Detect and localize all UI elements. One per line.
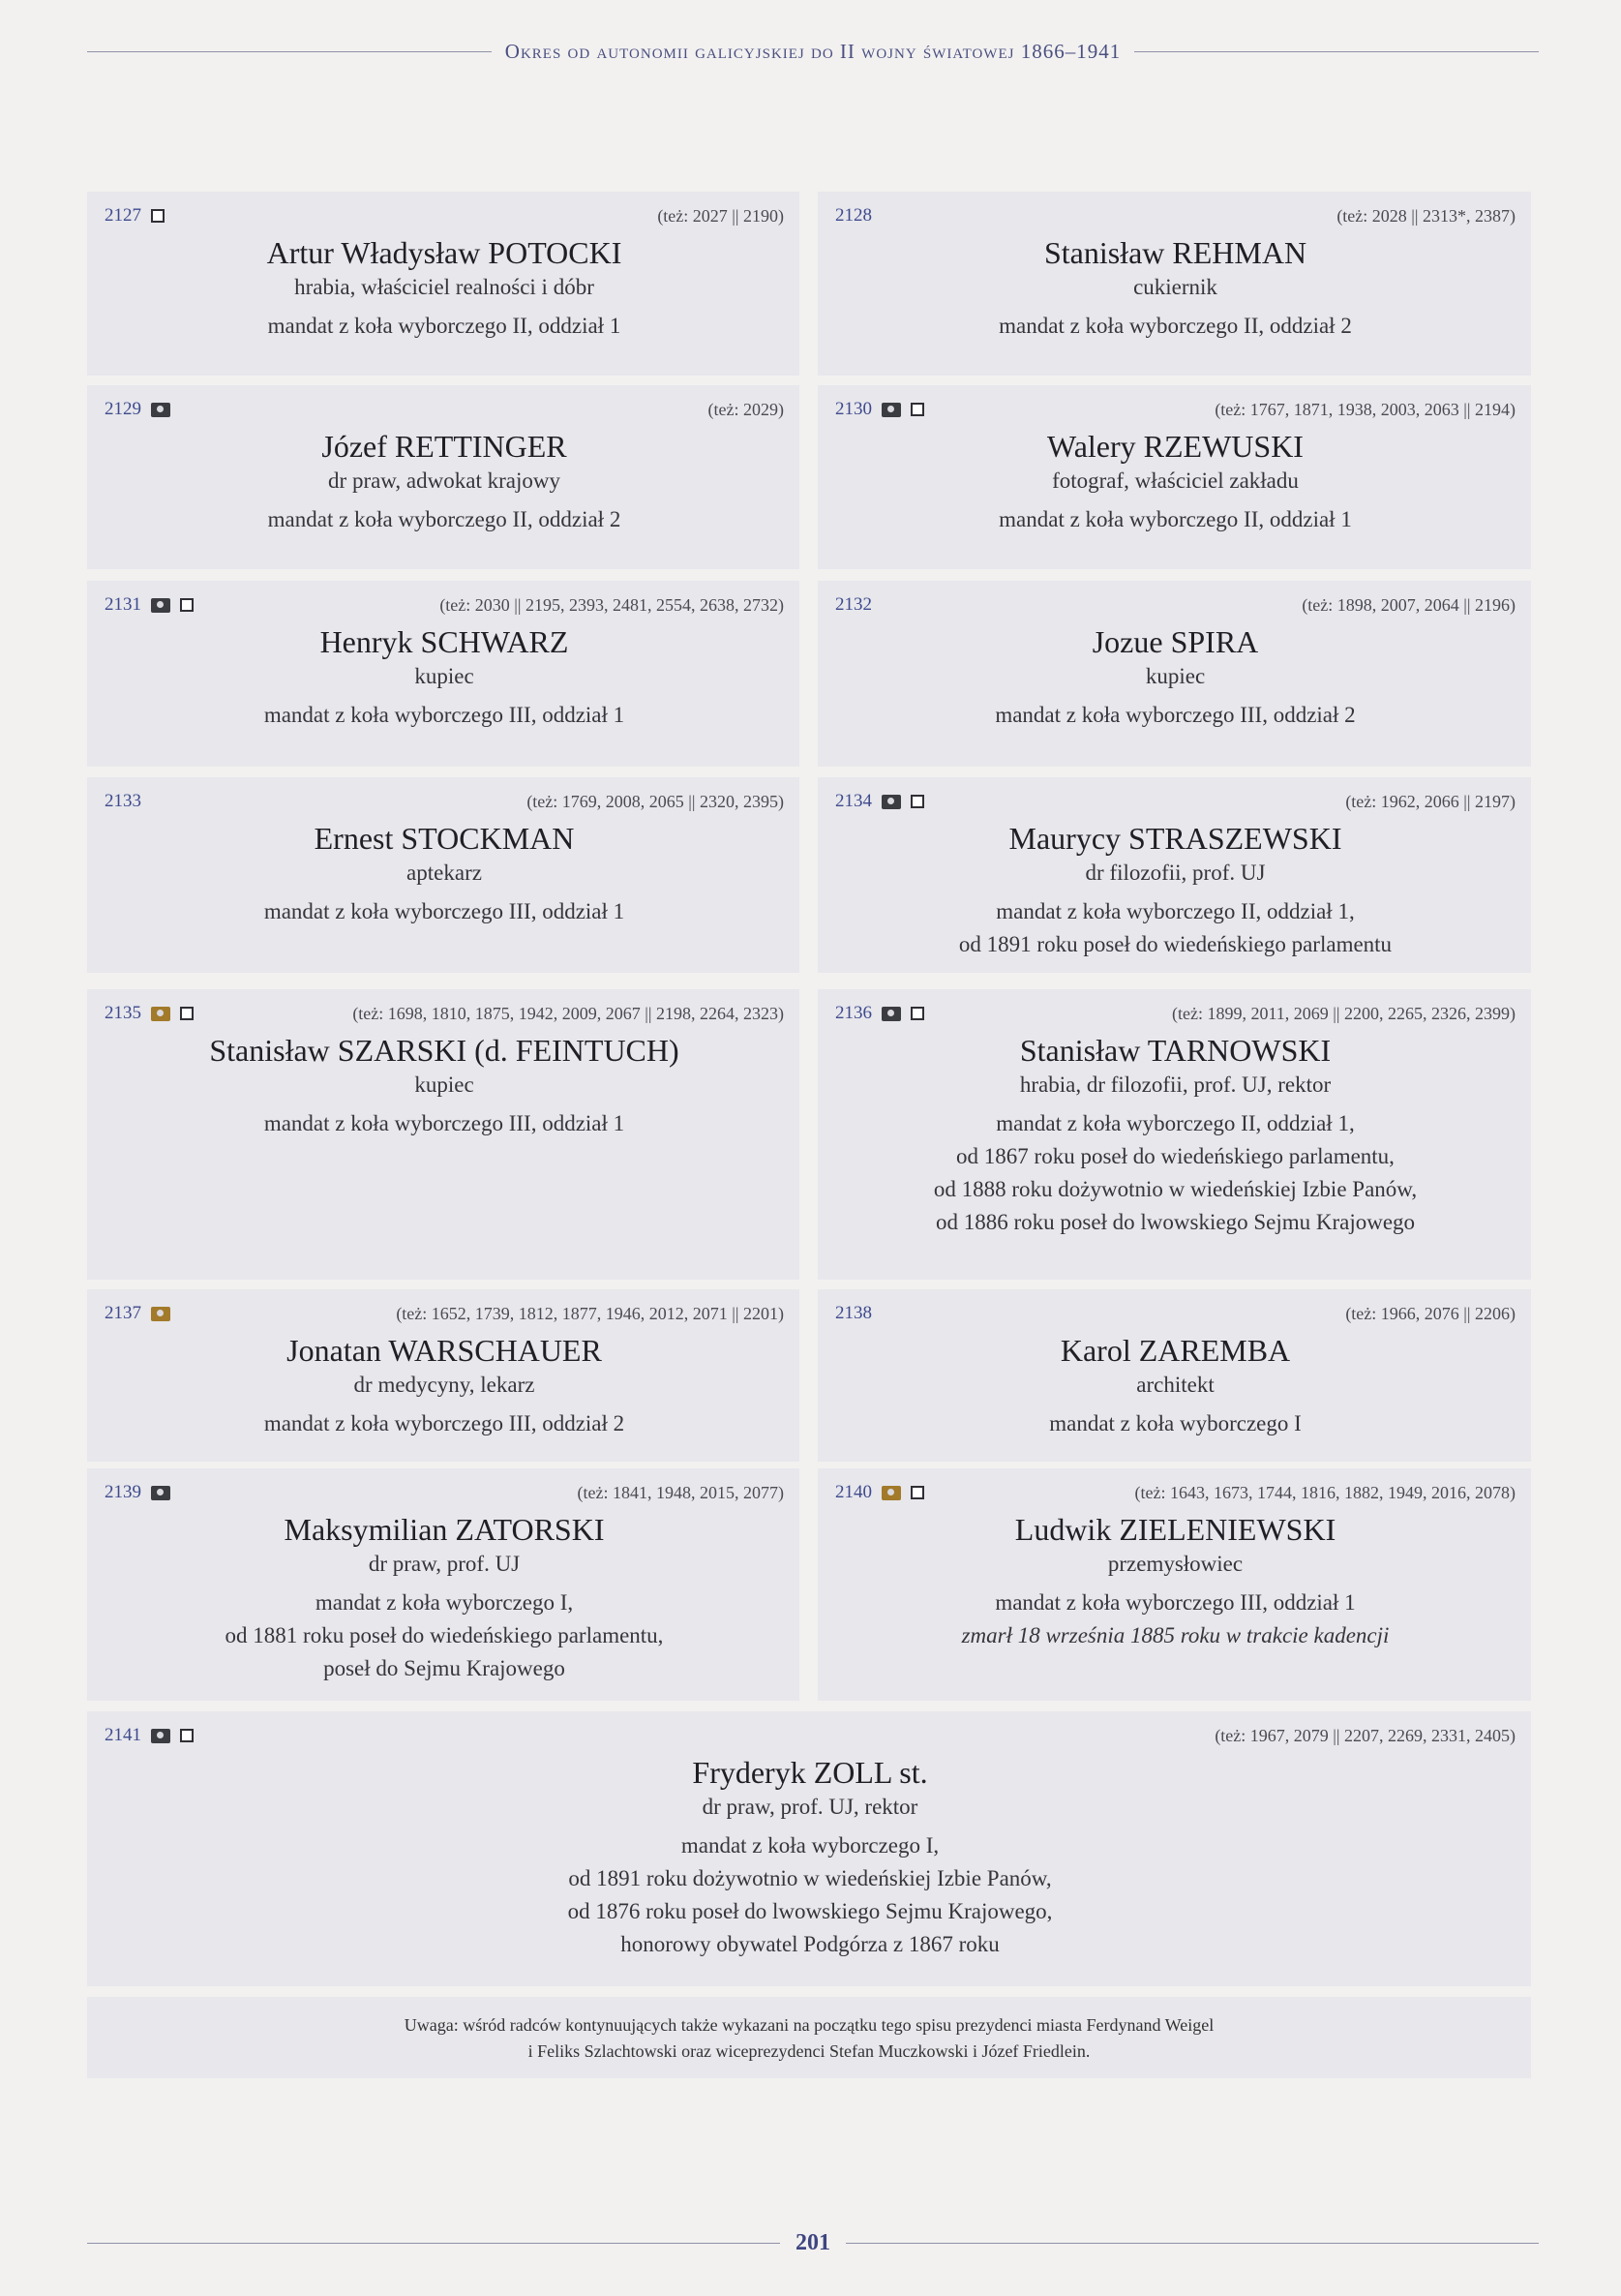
entry-top-row [105, 1301, 784, 1326]
entry-number-group [835, 592, 872, 618]
entry-refs: (też: 1967, 2079 || 2207, 2269, 2331, 2405) [1215, 1726, 1516, 1745]
entry-number: 2136 [835, 1003, 872, 1023]
entry-mandate-line: od 1888 roku dożywotnio w wiedeńskiej Izbie Panów, [933, 1177, 1418, 1201]
entry-number: 2129 [105, 399, 141, 419]
entry-number: 2128 [835, 205, 872, 226]
note-box [87, 1997, 1531, 2078]
entry-card-2132 [818, 581, 1531, 767]
camera-icon [151, 1729, 170, 1743]
entry-refs: (też: 1769, 2008, 2065 || 2320, 2395) [526, 792, 784, 811]
entry-refs: (też: 2028 || 2313*, 2387) [1336, 206, 1516, 226]
entry-mandate-line: mandat z koła wyborczego I [1049, 1411, 1302, 1435]
square-icon [911, 1486, 924, 1499]
entry-card-2130 [818, 385, 1531, 569]
page-number: 201 [795, 2229, 830, 2255]
entry-occupation: przemysłowiec [1107, 1552, 1244, 1576]
entry-card-2140 [818, 1468, 1531, 1701]
header-rule-right [1134, 51, 1539, 52]
camera-icon [882, 1007, 901, 1021]
entry-card-2135 [87, 989, 799, 1280]
entry-mandate-line: od 1891 roku dożywotnio w wiedeńskiej Izbie Panów, [568, 1866, 1052, 1890]
entry-top-row [105, 1480, 784, 1505]
entry-mandate-line: mandat z koła wyborczego III, oddział 1 [263, 899, 625, 923]
running-header [87, 37, 1539, 66]
entry-top-row [105, 592, 784, 618]
entry-mandate-line: mandat z koła wyborczego III, oddział 1 [995, 1590, 1356, 1615]
entry-name: Maurycy STRASZEWSKI [1008, 821, 1342, 856]
camera-icon [151, 403, 170, 417]
entry-top-row [105, 203, 784, 228]
entry-card-2131 [87, 581, 799, 767]
entry-card-2137 [87, 1289, 799, 1462]
entry-name: Karol ZAREMBA [1060, 1333, 1291, 1368]
entry-top-row [835, 203, 1516, 228]
entry-refs: (też: 1652, 1739, 1812, 1877, 1946, 2012, 2071 || 2201) [396, 1304, 784, 1323]
entry-name: Fryderyk ZOLL st. [692, 1755, 928, 1790]
entry-mandate-line: od 1891 roku poseł do wiedeńskiego parlamentu [958, 932, 1393, 956]
entry-number-group [105, 397, 170, 422]
entry-refs: (też: 2029) [707, 400, 784, 419]
entry-number: 2135 [105, 1003, 141, 1023]
entry-top-row [835, 1301, 1516, 1326]
entry-number-group [835, 789, 924, 814]
entry-mandate-line: mandat z koła wyborczego II, oddział 1, [996, 899, 1355, 923]
entry-name: Artur Władysław POTOCKI [266, 235, 622, 270]
camera-icon [151, 598, 170, 613]
entry-number-group [105, 1480, 170, 1505]
entry-occupation: hrabia, właściciel realności i dóbr [294, 275, 594, 299]
entry-name: Maksymilian ZATORSKI [284, 1512, 605, 1547]
square-icon [180, 1729, 194, 1742]
entry-occupation: aptekarz [406, 861, 482, 885]
entry-number: 2131 [105, 594, 141, 615]
entry-number: 2138 [835, 1303, 872, 1323]
entry-mandate-line: od 1867 roku poseł do wiedeńskiego parlamentu, [956, 1144, 1395, 1168]
entry-refs: (też: 2027 || 2190) [657, 206, 784, 226]
camera-icon [151, 1486, 170, 1500]
entry-mandate-line: mandat z koła wyborczego II, oddział 1 [267, 314, 621, 338]
entry-mandate-line: mandat z koła wyborczego I, [680, 1833, 940, 1858]
entry-name: Henryk SCHWARZ [319, 624, 569, 659]
note-line-2: i Feliks Szlachtowski oraz wiceprezydenci Stefan Muczkowski i Józef Friedlein. [527, 2041, 1091, 2061]
camera-icon [882, 1486, 901, 1500]
entry-number: 2130 [835, 399, 872, 419]
entry-name: Ernest STOCKMAN [314, 821, 575, 856]
entry-occupation: kupiec [414, 664, 474, 688]
entry-name: Ludwik ZIELENIEWSKI [1014, 1512, 1336, 1547]
entry-mandate-line: od 1886 roku poseł do lwowskiego Sejmu Krajowego [935, 1210, 1416, 1234]
entry-mandate-line: od 1876 roku poseł do lwowskiego Sejmu Krajowego, [567, 1899, 1053, 1923]
camera-icon [151, 1007, 170, 1021]
camera-icon [151, 1307, 170, 1321]
entry-number-group [105, 789, 141, 814]
entry-number: 2140 [835, 1482, 872, 1502]
entry-card-2134 [818, 777, 1531, 973]
entry-number-group [835, 1001, 924, 1026]
entry-mandate-line: honorowy obywatel Podgórza z 1867 roku [620, 1932, 1000, 1956]
entry-card-2141 [87, 1711, 1531, 1986]
entry-top-row [105, 1723, 1516, 1748]
entry-card-2136 [818, 989, 1531, 1280]
entry-number: 2133 [105, 791, 141, 811]
entry-top-row [835, 592, 1516, 618]
entry-number: 2134 [835, 791, 872, 811]
entry-top-row [835, 1480, 1516, 1505]
entry-name: Walery RZEWUSKI [1047, 429, 1304, 464]
footer-rule-right [846, 2243, 1539, 2244]
entry-card-2128 [818, 192, 1531, 376]
square-icon [180, 598, 194, 612]
entry-mandate-line: mandat z koła wyborczego II, oddział 2 [999, 314, 1352, 338]
note-line-1: Uwaga: wśród radców kontynuujących także wykazani na początku tego spisu prezydenci miasta Ferdynand Weigel [404, 2015, 1215, 2035]
entry-number-group [105, 1001, 194, 1026]
entry-mandate-line: mandat z koła wyborczego III, oddział 1 [263, 1111, 625, 1135]
camera-icon [882, 795, 901, 809]
square-icon [911, 795, 924, 808]
entry-occupation: dr filozofii, prof. UJ [1085, 861, 1266, 885]
running-header-title: Okres od autonomii galicyjskiej do II wojny światowej 1866–1941 [504, 39, 1122, 63]
entry-mandate-line: mandat z koła wyborczego I, [315, 1590, 574, 1615]
entry-refs: (też: 1962, 2066 || 2197) [1345, 792, 1516, 811]
entry-refs: (też: 1966, 2076 || 2206) [1345, 1304, 1516, 1323]
entry-number-group [835, 203, 872, 228]
entry-card-2133 [87, 777, 799, 973]
entry-mandate-line: mandat z koła wyborczego III, oddział 1 [263, 703, 625, 727]
entry-refs: (też: 2030 || 2195, 2393, 2481, 2554, 2638, 2732) [439, 595, 784, 615]
entry-refs: (też: 1841, 1948, 2015, 2077) [577, 1483, 784, 1502]
entry-number-group [105, 592, 194, 618]
entry-note-italic: zmarł 18 września 1885 roku w trakcie kadencji [961, 1623, 1390, 1647]
entry-occupation: kupiec [1145, 664, 1206, 688]
camera-icon [882, 403, 901, 417]
entry-name: Stanisław TARNOWSKI [1019, 1033, 1332, 1068]
entry-mandate-line: od 1881 roku poseł do wiedeńskiego parlamentu, [225, 1623, 664, 1647]
entry-occupation: cukiernik [1133, 275, 1217, 299]
entry-number-group [835, 1480, 924, 1505]
entry-top-row [105, 789, 784, 814]
entry-occupation: dr praw, prof. UJ, rektor [702, 1795, 918, 1819]
entry-number: 2137 [105, 1303, 141, 1323]
footer-rule-left [87, 2243, 780, 2244]
entry-mandate-line: poseł do Sejmu Krajowego [323, 1656, 565, 1680]
entry-name: Józef RETTINGER [321, 429, 567, 464]
entry-top-row [105, 397, 784, 422]
entry-occupation: hrabia, dr filozofii, prof. UJ, rektor [1019, 1072, 1332, 1097]
page-footer [87, 2226, 1539, 2259]
square-icon [180, 1007, 194, 1020]
square-icon [151, 209, 165, 223]
entry-refs: (też: 1899, 2011, 2069 || 2200, 2265, 2326, 2399) [1171, 1004, 1516, 1023]
entry-top-row [835, 1001, 1516, 1026]
entry-mandate-line: mandat z koła wyborczego III, oddział 2 [263, 1411, 625, 1435]
square-icon [911, 1007, 924, 1020]
entry-name: Jozue SPIRA [1092, 624, 1259, 659]
entry-top-row [835, 397, 1516, 422]
entry-top-row [105, 1001, 784, 1026]
entry-refs: (też: 1698, 1810, 1875, 1942, 2009, 2067 || 2198, 2264, 2323) [352, 1004, 784, 1023]
entry-mandate-line: mandat z koła wyborczego II, oddział 2 [267, 507, 621, 531]
entry-occupation: architekt [1136, 1373, 1215, 1397]
entry-number: 2141 [105, 1725, 141, 1745]
entry-occupation: kupiec [414, 1072, 474, 1097]
entry-name: Stanisław REHMAN [1043, 235, 1307, 270]
entry-card-2129 [87, 385, 799, 569]
header-rule-left [87, 51, 492, 52]
entry-occupation: dr medycyny, lekarz [353, 1373, 535, 1397]
entry-refs: (też: 1643, 1673, 1744, 1816, 1882, 1949, 2016, 2078) [1134, 1483, 1516, 1502]
entry-number-group [105, 1301, 170, 1326]
entry-card-2127 [87, 192, 799, 376]
entry-number: 2139 [105, 1482, 141, 1502]
entry-mandate-line: mandat z koła wyborczego II, oddział 1, [996, 1111, 1355, 1135]
entry-card-2138 [818, 1289, 1531, 1462]
entry-name: Stanisław SZARSKI (d. FEINTUCH) [209, 1033, 679, 1068]
entry-occupation: dr praw, adwokat krajowy [328, 468, 560, 493]
entry-mandate-line: mandat z koła wyborczego III, oddział 2 [995, 703, 1356, 727]
entry-mandate-line: mandat z koła wyborczego II, oddział 1 [999, 507, 1352, 531]
entry-occupation: fotograf, właściciel zakładu [1052, 468, 1299, 493]
entry-refs: (też: 1767, 1871, 1938, 2003, 2063 || 2194) [1215, 400, 1516, 419]
entry-number: 2127 [105, 205, 141, 226]
entry-number-group [105, 203, 165, 228]
entry-top-row [835, 789, 1516, 814]
entry-number-group [835, 1301, 872, 1326]
entry-refs: (też: 1898, 2007, 2064 || 2196) [1302, 595, 1516, 615]
entry-number: 2132 [835, 594, 872, 615]
entry-number-group [105, 1723, 194, 1748]
square-icon [911, 403, 924, 416]
entry-number-group [835, 397, 924, 422]
entry-card-2139 [87, 1468, 799, 1701]
entry-occupation: dr praw, prof. UJ [368, 1552, 521, 1576]
entry-name: Jonatan WARSCHAUER [286, 1333, 602, 1368]
